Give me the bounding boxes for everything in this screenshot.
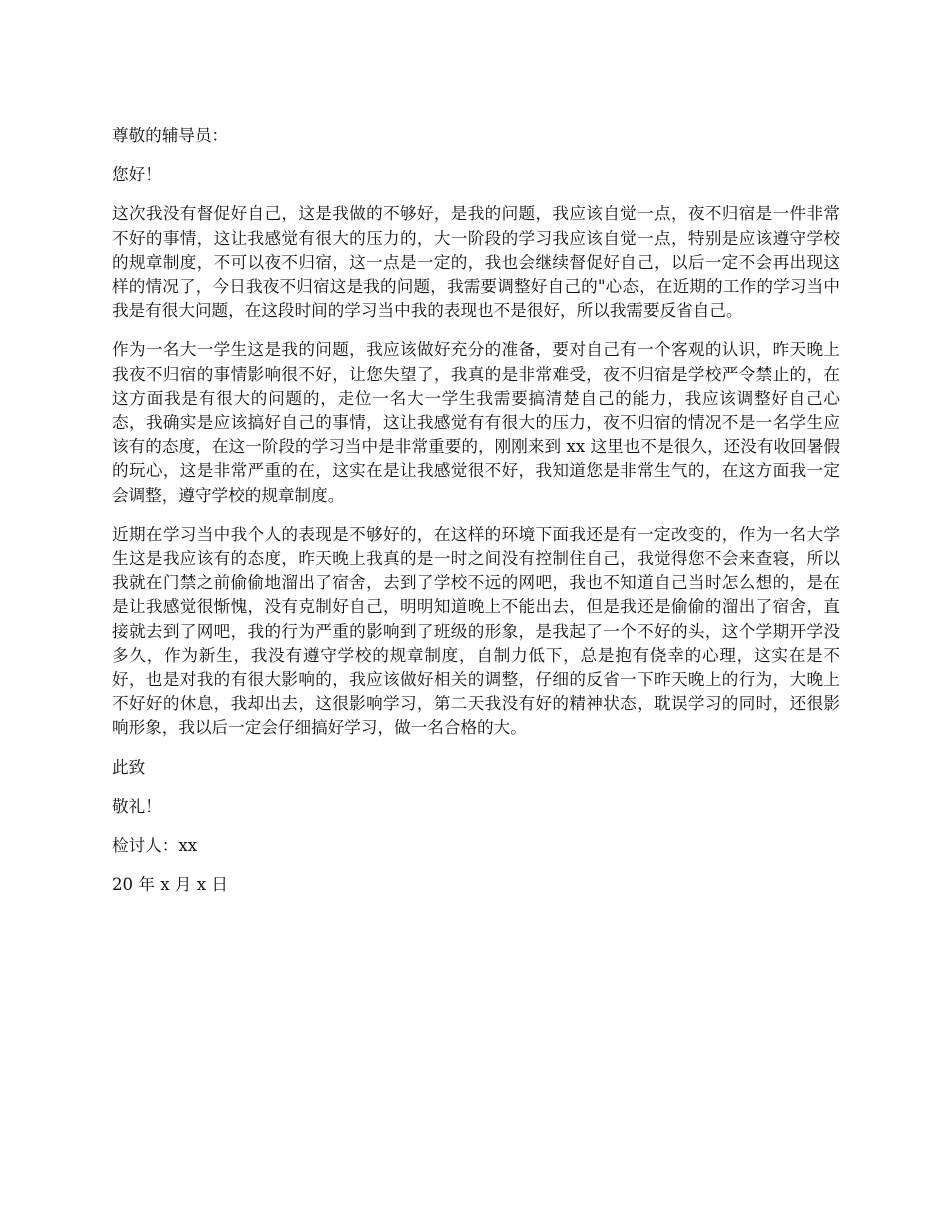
body-paragraph-2: 作为一名大一学生这是我的问题，我应该做好充分的准备，要对自己有一个客观的认识，昨天晚上我夜不归宿的事情影响很不好，让您失望了，我真的是非常难受，夜不归宿是学校严令禁止的，在这方面我是有很大的问题的，走位一名大一学生我需要搞清楚自己的能力，我应该调整好自己心态，我确实是应该搞好自己的事情，这让我感觉有有很大的压力，夜不归宿的情况不是一名学生应该有的态度，在这一阶段的学习当中是非常重要的，刚刚来到 xx 这里也不是很久，还没有收回暑假的玩心，这是非常严重的在，这实在是让我感觉很不好，我知道您是非常生气的，在这方面我一定会调整，遵守学校的规章制度。	[112, 340, 840, 505]
date: 20 年 x 月 x 日	[112, 875, 228, 895]
letter-page	[112, 124, 840, 912]
body-paragraph-1: 这次我没有督促好自己，这是我做的不够好，是我的问题，我应该自觉一点，夜不归宿是一件非常不好的事情，这让我感觉有很大的压力的，大一阶段的学习我应该自觉一点，特别是应该遵守学校的规章制度，不可以夜不归宿，这一点是一定的，我也会继续督促好自己，以后一定不会再出现这样的情况了，今日我夜不归宿这是我的问题，我需要调整好自己的"心态，在近期的工作的学习当中我是有很大问题，在这段时间的学习当中我的表现也不是很好，所以我需要反省自己。	[112, 204, 840, 321]
closing: 此致	[112, 757, 146, 777]
regards: 敬礼！	[112, 796, 162, 816]
body-paragraph-3: 近期在学习当中我个人的表现是不够好的，在这样的环境下面我还是有一定改变的，作为一名大学生这是我应该有的态度，昨天晚上我真的是一时之间没有控制住自己，我觉得您不会来查寝，所以我就在门禁之前偷偷地溜出了宿舍，去到了学校不远的网吧，我也不知道自己当时怎么想的，是在是让我感觉很惭愧，没有克制好自己，明明知道晚上不能出去，但是我还是偷偷的溜出了宿舍，直接就去到了网吧，我的行为严重的影响到了班级的形象，是我起了一个不好的头，这个学期开学没多久，作为新生，我没有遵守学校的规章制度，自制力低下，总是抱有侥幸的心理，这实在是不好，也是对我的有很大影响的，我应该做好相关的调整，仔细的反省一下昨天晚上的行为，大晚上不好好的休息，我却出去，这很影响学习，第二天我没有好的精神状态，耽误学习的同时，还很影响形象，我以后一定会仔细搞好学习，做一名合格的大。	[112, 524, 840, 738]
signature: 检讨人：xx	[112, 836, 198, 856]
salutation: 尊敬的辅导员：	[112, 126, 229, 145]
greeting: 您好！	[112, 165, 162, 185]
